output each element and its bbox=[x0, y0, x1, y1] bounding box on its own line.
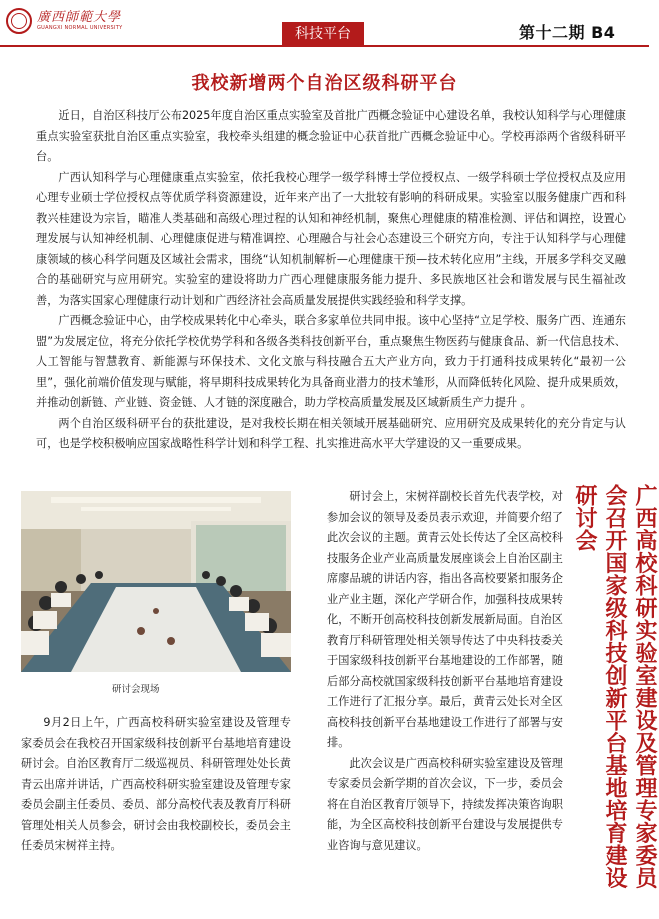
main-paragraph: 近日，自治区科技厅公布2025年度自治区重点实验室及首批广西概念验证中心建设名单，我校认知科学与心理健康重点实验室获批自治区重点实验室，我校牵头组建的概念验证中心获首批广西概念验证中心。学校再添两个省级科研平台。 bbox=[36, 109, 626, 163]
second-paragraph: 研讨会上，宋树祥副校长首先代表学校，对参加会议的领导及委员表示欢迎，并简要介绍了此次会议的主题。黄青云处长传达了全区高校科技服务企业产业高质量发展座谈会上自治区副主席廖品琥的讲话内容，指出各高校要紧扣服务企业产业主题，深化产学研合作，加强科技成果转化，不断开创高校科技创新发展新局面。自治区教育厅科研管理处相关领导传达了中央科技委关于国家级科技创新平台基地建设的工作部署，随后部分高校就国家级科技创新平台基地培育建设工作进行了汇报分享。最后，黄青云处长对全区高校科技创新平台基地建设工作进行了部署与安排。 bbox=[327, 490, 563, 749]
second-article-title: 广西高校科研实验室建设及管理专家委员会召开国家级科技创新平台基地培育建设研讨会 bbox=[572, 484, 657, 889]
meeting-photo-illustration bbox=[21, 491, 291, 672]
main-article-title: 我校新增两个自治区级科研平台 bbox=[191, 73, 458, 94]
second-paragraph: 9月2日上午，广西高校科研实验室建设及管理专家委员会在我校召开国家级科技创新平台基地培育建设研讨会。自治区教育厅二级巡视员、科研管理处处长黄青云出席并讲话，广西高校科研实验室建设及管理专家委员会副主任委员、委员、部分高校代表及教育厅科研管理处相关人员参会，研讨会由我校副校长，委员会主任委员宋树祥主持。 bbox=[21, 716, 291, 852]
second-article-left-column bbox=[21, 713, 291, 857]
issue-number: 第十二期 B4 bbox=[519, 23, 616, 42]
second-paragraph: 此次会议是广西高校科研实验室建设及管理专家委员会新学期的首次会议，下一步，委员会将在自治区教育厅领导下，持续发挥决策咨询职能，为全区高校科技创新平台建设与发展提供专业咨询与意见建议。 bbox=[327, 756, 563, 852]
main-paragraph: 广西认知科学与心理健康重点实验室，依托我校心理学一级学科博士学位授权点、一级学科硕士学位授权点及应用心理专业硕士学位授权点等优质学科资源建设，近年来产出了一大批较有影响的科研成果。实验室以服务健康广西和科教兴桂建设为宗旨，瞄准人类基础和高级心理过程的认知和神经机制，聚焦心理健康的精准检测、评估和调控，设置心理发展与认知神经机制、心理健康促进与精准调控、心理融合与社会心态建设三个研究方向，专注于认知科学与心理健康领域的核心科学问题及区域社会需求，围绕“认知机制解析—心理健康干预—技术转化应用”主线，开展多学科交叉融合的基础研究与应用研究。实验室的建设将助力广西心理健康服务能力提升、多民族地区社会和谐发展与民生福祉改善，为落实国家心理健康行动计划和广西经济社会高质量发展提供实践经验和科学支撑。 bbox=[36, 170, 626, 307]
photo-caption: 研讨会现场 bbox=[112, 684, 160, 695]
university-logo bbox=[6, 8, 123, 34]
header-divider bbox=[0, 45, 649, 47]
meeting-photo bbox=[21, 491, 291, 672]
main-paragraph: 两个自治区级科研平台的获批建设，是对我校长期在相关领域开展基础研究、应用研究及成果转化的充分肯定与认可，也是学校积极响应国家战略性科学计划和科学工程、扎实推进高水平大学建设的又一重要成果。 bbox=[36, 416, 626, 450]
logo-english: GUANGXI NORMAL UNIVERSITY bbox=[37, 24, 123, 31]
second-article-right-column bbox=[327, 487, 563, 856]
page-header bbox=[0, 0, 649, 46]
seal-icon bbox=[6, 8, 32, 34]
logo-chinese: 廣西師範大學 bbox=[37, 9, 122, 25]
main-article-body bbox=[36, 106, 626, 455]
main-paragraph: 广西概念验证中心，由学校成果转化中心牵头，联合多家单位共同申报。该中心坚持“立足学校、服务广西、连通东盟”为发展定位，将充分依托学校优势学科和各级各类科技创新平台，重点聚焦生物医药与健康食品、新一代信息技术、人工智能与智慧教育、新能源与环保技术、文化文旅与科技融合五大产业方向，致力于打通科技成果转化“最初一公里”，强化前端价值发现与赋能，将早期科技成果转化为具备商业潜力的技术雏形，从而降低转化风险、提升成果质效，并推动创新链、产业链、资金链、人才链的深度融合，助力学校高质量发展及区域新质生产力提升 。 bbox=[36, 314, 626, 409]
section-label: 科技平台 bbox=[282, 22, 364, 46]
